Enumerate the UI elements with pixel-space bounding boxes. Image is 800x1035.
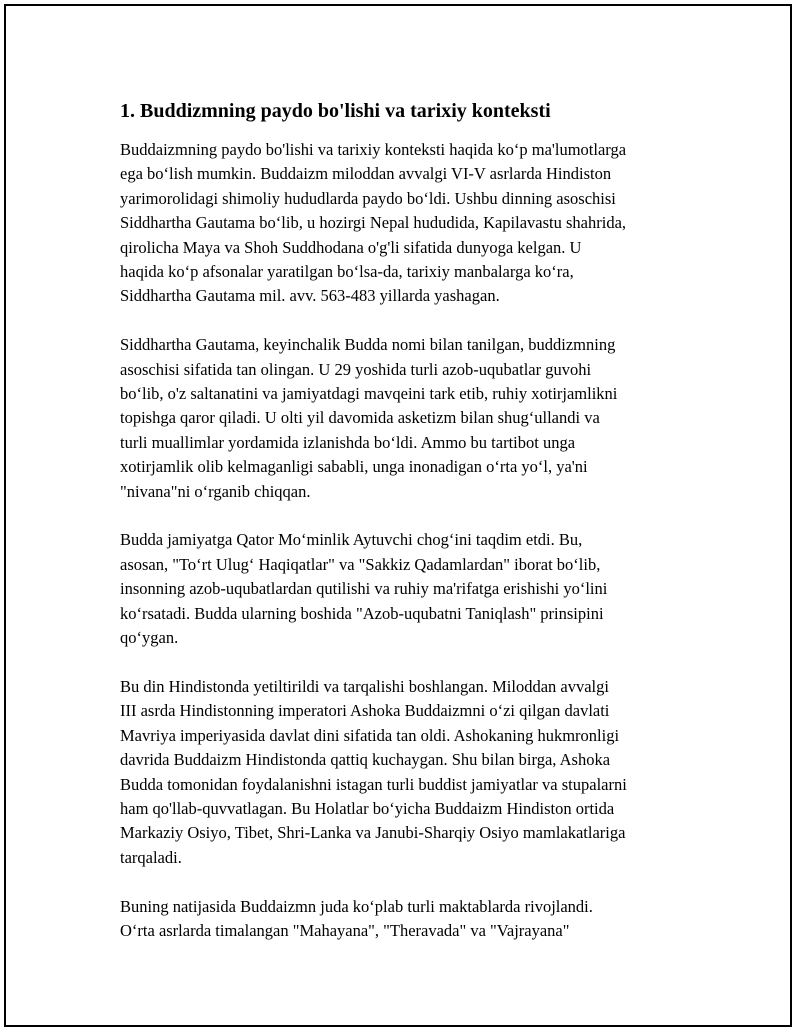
paragraph-line: Bu din Hindistonda yetiltirildi va tarqalishi boshlangan. Miloddan avvalgi bbox=[120, 676, 609, 696]
paragraph-line: qoʻygan. bbox=[120, 628, 179, 648]
paragraph bbox=[120, 138, 710, 309]
paragraph bbox=[120, 895, 710, 944]
paragraph-line: asosan, "Toʻrt Ulugʻ Haqiqatlar" va "Sakkiz Qadamlardan" iborat boʻlib, bbox=[120, 554, 601, 574]
paragraph-line: xotirjamlik olib kelmaganligi sababli, unga inonadigan oʻrta yoʻl, ya'ni bbox=[120, 457, 588, 477]
paragraph-line: insonning azob-uqubatlardan qutilishi va ruhiy ma'rifatga erishishi yoʻlini bbox=[120, 579, 608, 599]
paragraph bbox=[120, 528, 710, 650]
paragraph-line: yarimorolidagi shimoliy hududlarda paydo boʻldi. Ushbu dinning asoschisi bbox=[120, 188, 616, 208]
paragraph-line: Buning natijasida Buddaizmn juda koʻplab turli maktablarda rivojlandi. bbox=[120, 896, 593, 916]
section-heading: 1. Buddizmning paydo bo'lishi va tarixiy konteksti bbox=[120, 100, 551, 122]
document-page bbox=[4, 4, 792, 1027]
paragraph-line: haqida koʻp afsonalar yaratilgan boʻlsa-da, tarixiy manbalarga koʻra, bbox=[120, 262, 574, 282]
paragraph-line: Buddaizmning paydo bo'lishi va tarixiy konteksti haqida koʻp ma'lumotlarga bbox=[120, 140, 627, 159]
paragraph-line: ham qo'llab-quvvatlagan. Bu Holatlar boʻyicha Buddaizm Hindiston ortida bbox=[120, 798, 615, 818]
paragraph-line: ega boʻlish mumkin. Buddaizm miloddan avvalgi VI-V asrlarda Hindiston bbox=[120, 164, 612, 184]
paragraph-line: boʻlib, o'z saltanatini va jamiyatdagi mavqeini tark etib, ruhiy xotirjamlikni bbox=[120, 384, 618, 404]
paragraph-line: Budda jamiyatga Qator Moʻminlik Aytuvchi chogʻini taqdim etdi. Bu, bbox=[120, 530, 583, 550]
paragraph-line: asoschisi sifatida tan olingan. U 29 yoshida turli azob-uqubatlar guvohi bbox=[120, 359, 592, 379]
paragraph-line: tarqaladi. bbox=[120, 847, 182, 867]
paragraph-line: III asrda Hindistonning imperatori Ashoka Buddaizmni oʻzi qilgan davlati bbox=[120, 701, 610, 721]
paragraph-line: "nivana"ni oʻrganib chiqqan. bbox=[120, 481, 311, 501]
paragraph-line: Siddhartha Gautama mil. avv. 563-483 yillarda yashagan. bbox=[120, 286, 500, 306]
paragraph-list bbox=[120, 138, 710, 943]
paragraph bbox=[120, 333, 710, 504]
paragraph-line: Oʻrta asrlarda timalangan "Mahayana", "Theravada" va "Vajrayana" bbox=[120, 920, 570, 940]
paragraph-line: turli muallimlar yordamida izlanishda boʻldi. Ammo bu tartibot unga bbox=[120, 432, 576, 452]
paragraph-line: davrida Buddaizm Hindistonda qattiq kuchaygan. Shu bilan birga, Ashoka bbox=[120, 750, 611, 770]
paragraph-line: qirolicha Maya va Shoh Suddhodana o'g'li sifatida dunyoga kelgan. U bbox=[120, 237, 582, 257]
paragraph-line: Mavriya imperiyasida davlat dini sifatida tan oldi. Ashokaning hukmronligi bbox=[120, 725, 620, 745]
paragraph-line: Siddhartha Gautama boʻlib, u hozirgi Nepal hududida, Kapilavastu shahrida, bbox=[120, 213, 627, 233]
paragraph-line: topishga qaror qiladi. U olti yil davomida asketizm bilan shugʻullandi va bbox=[120, 408, 600, 428]
paragraph bbox=[120, 675, 710, 870]
paragraph-line: koʻrsatadi. Budda ularning boshida "Azob-uqubatni Taniqlash" prinsipini bbox=[120, 603, 604, 623]
document-content bbox=[120, 98, 710, 968]
paragraph-line: Budda tomonidan foydalanishni istagan turli buddist jamiyatlar va stupalarni bbox=[120, 774, 627, 794]
paragraph-line: Siddhartha Gautama, keyinchalik Budda nomi bilan tanilgan, buddizmning bbox=[120, 335, 616, 355]
paragraph-line: Markaziy Osiyo, Tibet, Shri-Lanka va Janubi-Sharqiy Osiyo mamlakatlariga bbox=[120, 823, 626, 843]
